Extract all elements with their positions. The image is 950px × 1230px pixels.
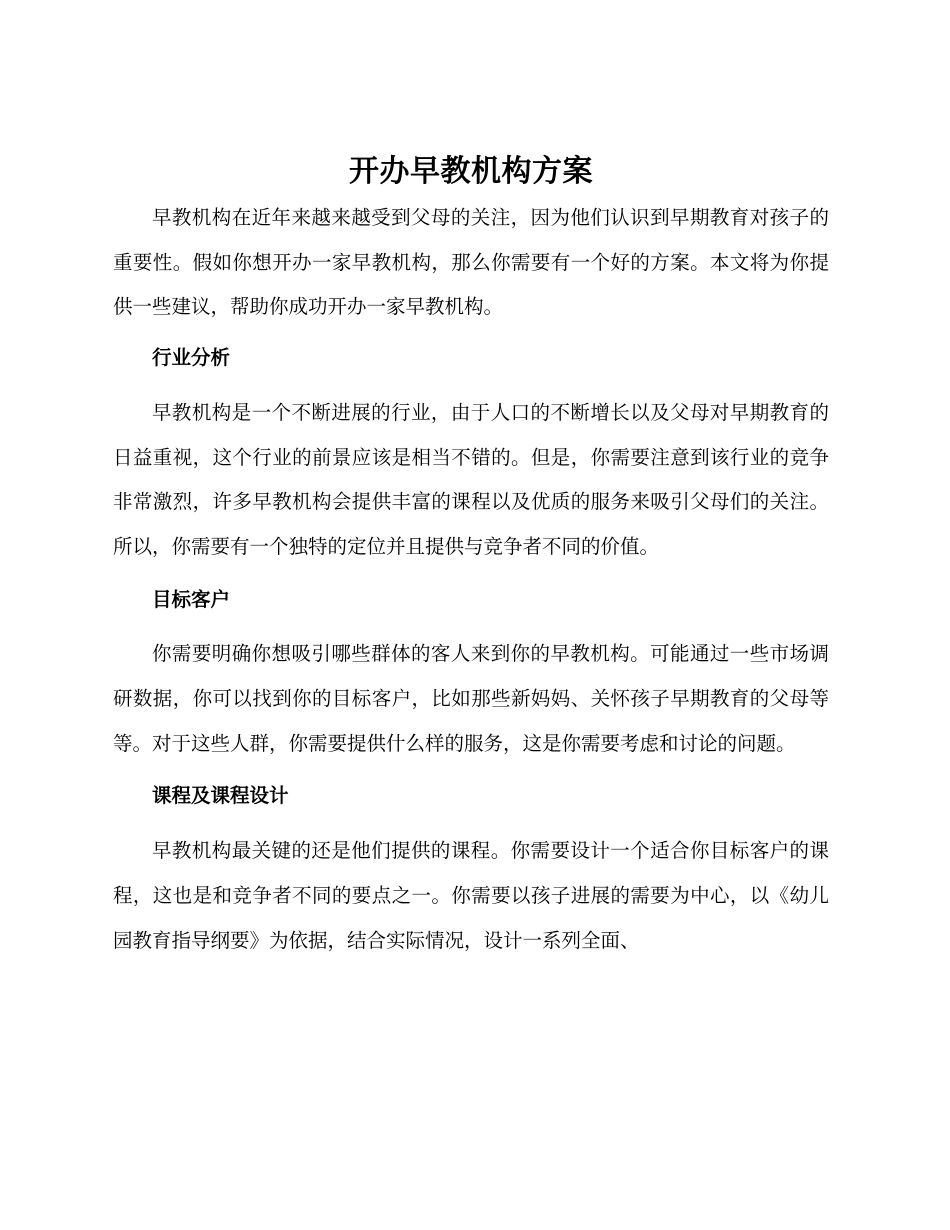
section-body-target-customers: 你需要明确你想吸引哪些群体的客人来到你的早教机构。可能通过一些市场调研数据，你可以找到你的目标客户，比如那些新妈妈、关怀孩子早期教育的父母等等。对于这些人群，你需要提供什么样的服务，这是你需要考虑和讨论的问题。: [113, 642, 829, 755]
document-title: 开办早教机构方案: [349, 154, 593, 189]
section-heading-target-customers: 目标客户: [152, 587, 231, 611]
section-heading-industry-analysis: 行业分析: [152, 346, 231, 370]
document-page: [113, 148, 829, 963]
intro-paragraph: 早教机构在近年来越来越受到父母的关注，因为他们认识到早期教育对孩子的重要性。假如你想开办一家早教机构，那么你需要有一个好的方案。本文将为你提供一些建议，帮助你成功开办一家早教机构。: [113, 206, 829, 319]
section-body-industry-analysis: 早教机构是一个不断进展的行业，由于人口的不断增长以及父母对早期教育的日益重视，这个行业的前景应该是相当不错的。但是，你需要注意到该行业的竞争非常激烈，许多早教机构会提供丰富的课程以及优质的服务来吸引父母们的关注。所以，你需要有一个独特的定位并且提供与竞争者不同的价值。: [113, 400, 829, 558]
section-heading-course-design: 课程及课程设计: [152, 784, 289, 808]
section-body-course-design: 早教机构最关键的还是他们提供的课程。你需要设计一个适合你目标客户的课程，这也是和竞争者不同的要点之一。你需要以孩子进展的需要为中心，以《幼儿园教育指导纲要》为依据，结合实际情况，设计一系列全面、: [113, 839, 829, 952]
